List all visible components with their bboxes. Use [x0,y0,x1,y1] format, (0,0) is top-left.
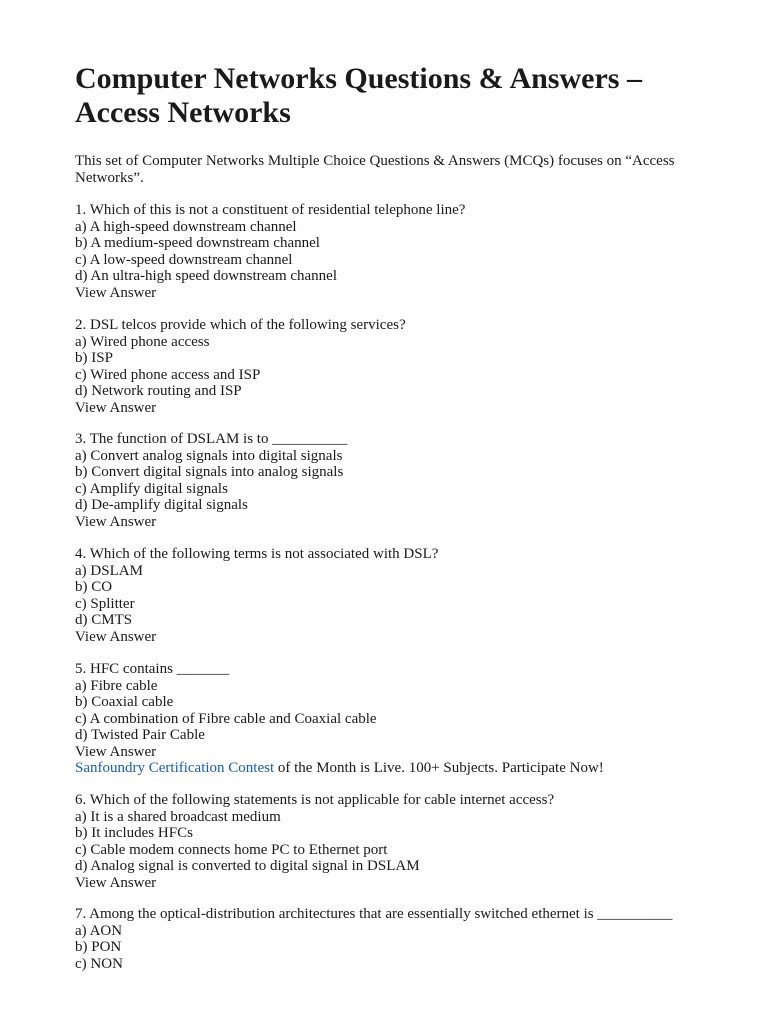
question-text: 3. The function of DSLAM is to __________ [75,431,348,447]
option-d: d) Network routing and ISP [75,383,242,399]
view-answer-link-3[interactable]: View Answer [75,513,157,530]
option-b: b) It includes HFCs [75,825,193,841]
option-a: a) Convert analog signals into digital signals [75,447,343,464]
option-c: c) Wired phone access and ISP [75,366,261,383]
option-b: b) PON [75,939,122,955]
option-c: c) Splitter [75,595,135,612]
question-text: 2. DSL telcos provide which of the following services? [75,317,406,333]
question-block-3 [75,431,715,530]
option-d: d) Analog signal is converted to digital signal in DSLAM [75,858,420,874]
question-block-1 [75,202,715,301]
page-title [75,62,715,130]
view-answer-link-1[interactable]: View Answer [75,284,157,301]
option-c: c) Cable modem connects home PC to Ethernet port [75,841,388,858]
option-c: c) A combination of Fibre cable and Coaxial cable [75,710,377,727]
question-text: 6. Which of the following statements is not applicable for cable internet access? [75,792,555,808]
promo-line [75,760,715,777]
question-text: 1. Which of this is not a constituent of residential telephone line? [75,202,466,218]
option-c: c) Amplify digital signals [75,480,228,497]
view-answer-link-6[interactable]: View Answer [75,874,157,891]
option-d: d) CMTS [75,612,133,628]
view-answer-link-5[interactable]: View Answer [75,743,157,760]
option-b: b) ISP [75,350,113,366]
option-c: c) NON [75,955,123,972]
question-block-6 [75,792,715,891]
view-answer-link-2[interactable]: View Answer [75,399,157,416]
question-text: 4. Which of the following terms is not associated with DSL? [75,546,439,562]
option-a: a) It is a shared broadcast medium [75,808,281,825]
title-line-2: Access Networks [75,96,291,129]
option-a: a) Fibre cable [75,677,158,694]
question-block-2 [75,317,715,416]
option-d: d) De-amplify digital signals [75,497,248,513]
intro-paragraph: This set of Computer Networks Multiple Choice Questions & Answers (MCQs) focuses on “Access Networks”. [75,153,675,186]
option-b: b) Convert digital signals into analog signals [75,464,344,480]
question-block-4 [75,546,715,645]
option-b: b) CO [75,579,113,595]
promo-text: of the Month is Live. 100+ Subjects. Participate Now! [274,760,604,776]
question-block-7 [75,906,715,972]
question-text: 5. HFC contains _______ [75,661,230,677]
question-block-5 [75,661,715,777]
option-b: b) A medium-speed downstream channel [75,235,320,251]
option-c: c) A low-speed downstream channel [75,251,293,268]
option-b: b) Coaxial cable [75,694,174,710]
title-line-1: Computer Networks Questions & Answers – [75,62,642,95]
view-answer-link-4[interactable]: View Answer [75,628,157,645]
option-a: a) Wired phone access [75,333,210,350]
option-a: a) AON [75,922,123,939]
option-d: d) An ultra-high speed downstream channel [75,268,338,284]
option-a: a) DSLAM [75,562,143,579]
certification-contest-link[interactable]: Sanfoundry Certification Contest [75,760,275,776]
question-text: 7. Among the optical-distribution architectures that are essentially switched ethernet is __________ [75,906,673,922]
option-d: d) Twisted Pair Cable [75,727,205,743]
option-a: a) A high-speed downstream channel [75,218,297,235]
